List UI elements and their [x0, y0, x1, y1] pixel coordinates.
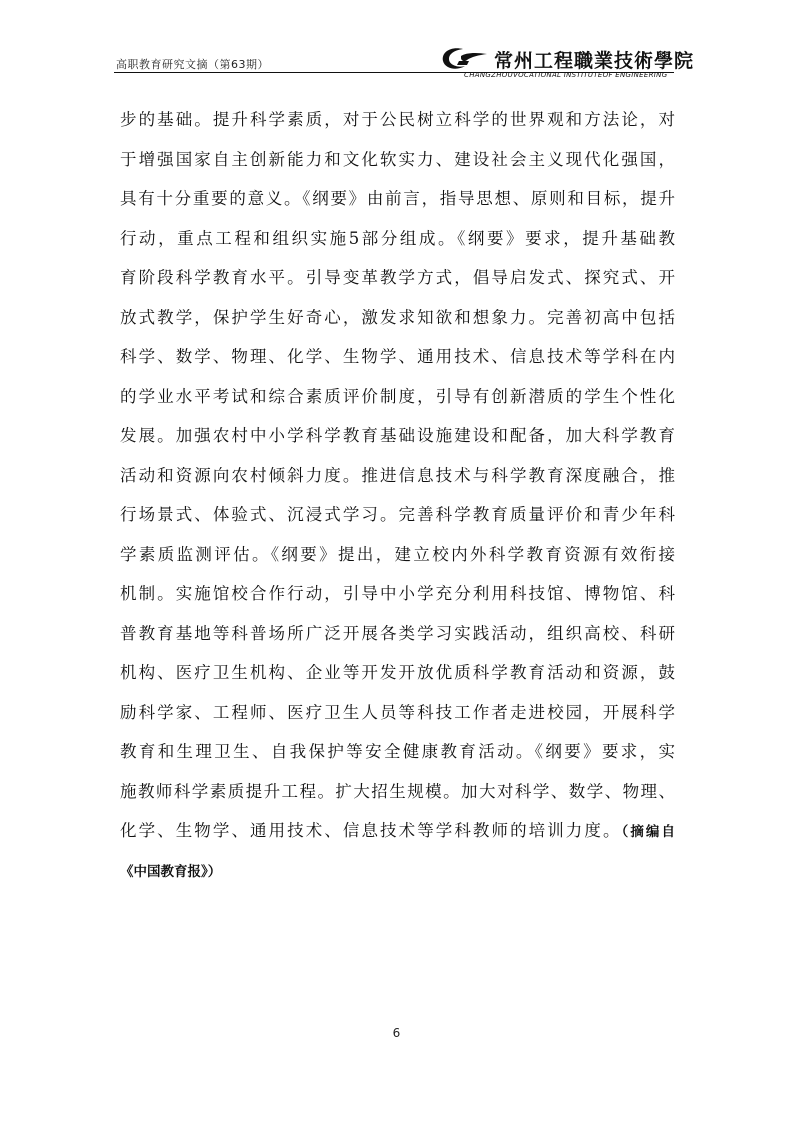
- school-name: 常州工程職業技術學院: [494, 50, 695, 72]
- text-line: 步的基础。提升科学素质，对于公民树立科学的世界观和方法论，对: [120, 110, 675, 129]
- text-line: 于增强国家自主创新能力和文化软实力、建设社会主义现代化强国，: [120, 149, 675, 169]
- text-line: 励科学家、工程师、医疗卫生人员等科技工作者走进校园，开展科学: [120, 702, 675, 722]
- text-line: [120, 811, 675, 851]
- header-divider: [114, 72, 674, 73]
- source-attribution-start: （摘编自: [621, 824, 676, 840]
- text-line: 施教师科学素质提升工程。扩大招生规模。加大对科学、数学、物理、: [120, 781, 675, 801]
- text-line: 活动和资源向农村倾斜力度。推进信息技术与科学教育深度融合，推: [120, 465, 675, 485]
- school-emblem-icon: [439, 46, 491, 72]
- text-line: 的学业水平考试和综合素质评价制度，引导有创新潜质的学生个性化: [120, 386, 675, 406]
- school-name-english: CHANGZHOUVOCATIONAL INSTITUTEOF ENGINEERING: [464, 71, 668, 79]
- page-number: 6: [392, 1026, 401, 1040]
- text-line: 具有十分重要的意义。《纲要》由前言，指导思想、原则和目标，提升: [120, 189, 675, 208]
- page-header: [114, 40, 695, 80]
- text-line: 科学、数学、物理、化学、生物学、通用技术、信息技术等学科在内: [120, 347, 675, 366]
- text-line: 学素质监测评估。《纲要》提出，建立校内外科学教育资源有效衔接: [120, 544, 675, 564]
- text-line-content: 化学、生物学、通用技术、信息技术等学科教师的培训力度。: [120, 821, 622, 840]
- text-line: 放式教学，保护学生好奇心，激发求知欲和想象力。完善初高中包括: [120, 307, 675, 327]
- source-attribution-end: 《中国教育报》）: [120, 863, 222, 880]
- text-line: 普教育基地等科普场所广泛开展各类学习实践活动，组织高校、科研: [120, 623, 675, 643]
- text-line: 机构、医疗卫生机构、企业等开发开放优质科学教育活动和资源，鼓: [120, 663, 675, 682]
- text-line: 发展。加强农村中小学科学教育基础设施建设和配备，加大科学教育: [120, 426, 675, 445]
- article-body: [120, 100, 675, 890]
- text-line: 行动，重点工程和组织实施5部分组成。《纲要》要求，提升基础教: [120, 228, 675, 248]
- text-line: 教育和生理卫生、自我保护等安全健康教育活动。《纲要》要求，实: [120, 742, 675, 761]
- text-line: 育阶段科学教育水平。引导变革教学方式，倡导启发式、探究式、开: [120, 268, 675, 287]
- text-line: 行场景式、体验式、沉浸式学习。完善科学教育质量评价和青少年科: [120, 505, 675, 524]
- journal-title: 高职教育研究文摘（第63期）: [116, 58, 269, 71]
- text-line: [120, 851, 675, 891]
- text-line: 机制。实施馆校合作行动，引导中小学充分利用科技馆、博物馆、科: [120, 584, 675, 603]
